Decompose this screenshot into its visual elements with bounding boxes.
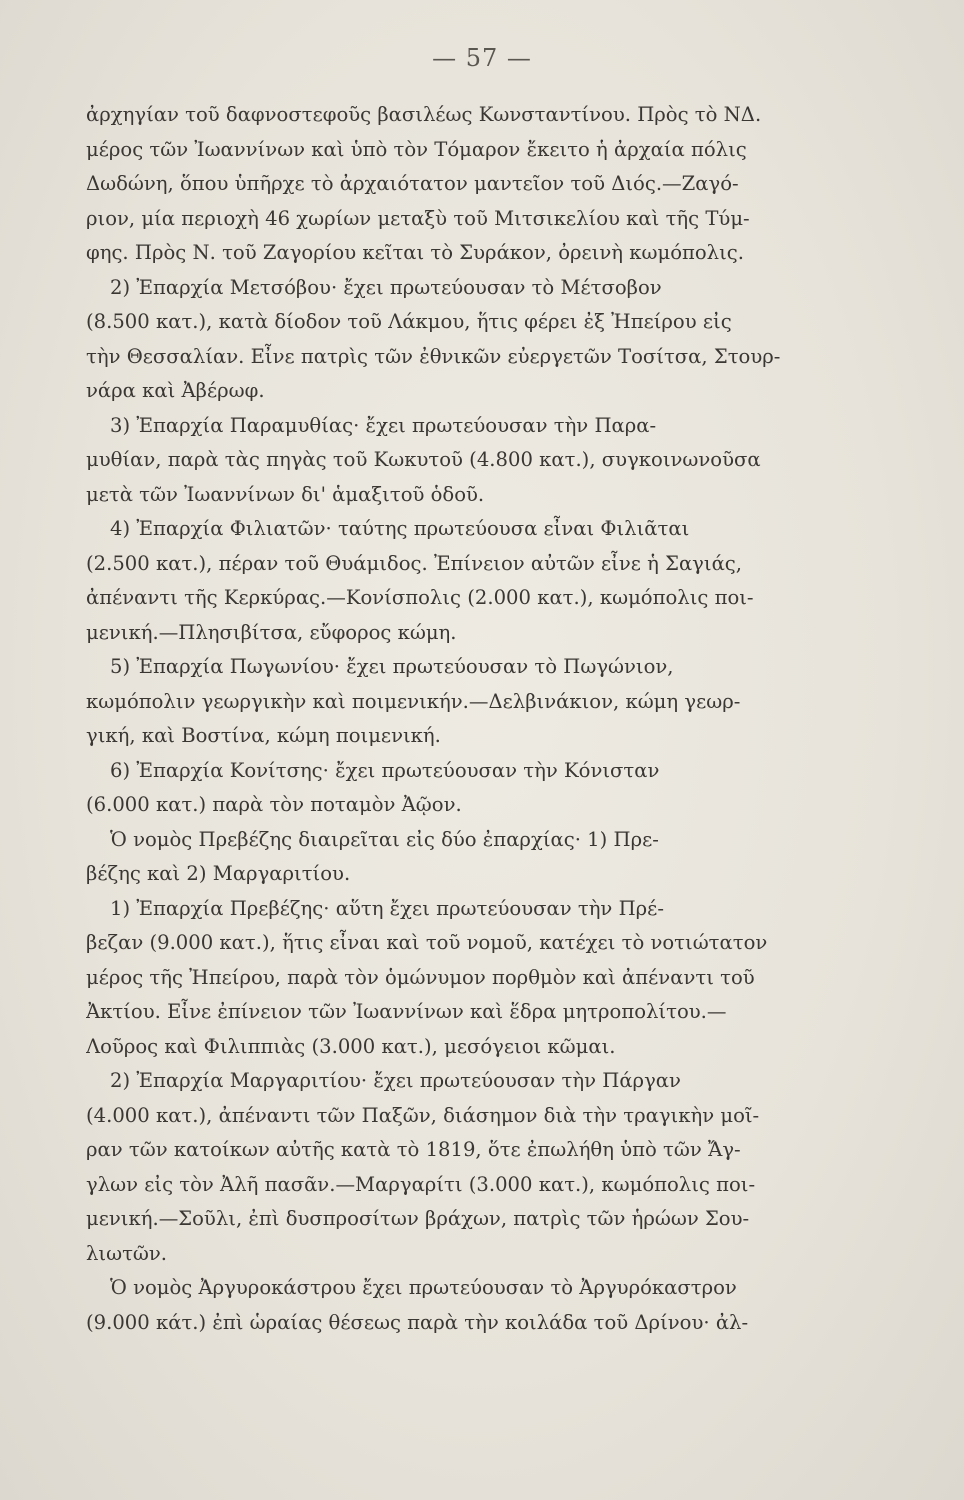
text-line: λιωτῶν. [86, 1241, 168, 1265]
text-line: 4) Ἐπαρχία Φιλιατῶν· ταύτης πρωτεύουσα εἶναι Φιλιᾶται [110, 517, 690, 540]
text-line: μετὰ τῶν Ἰωαννίνων δι' ἁμαξιτοῦ ὁδοῦ. [86, 482, 485, 506]
text-line: Ὁ νομὸς Ἀργυροκάστρου ἔχει πρωτεύουσαν τὸ Ἀργυρόκαστρον [110, 1276, 737, 1299]
text-line: (4.000 κατ.), ἀπέναντι τῶν Παξῶν, διάσημον διὰ τὴν τραγικὴν μοῖ- [86, 1103, 760, 1127]
text-line: Ὁ νομὸς Πρεβέζης διαιρεῖται εἰς δύο ἐπαρχίας· 1) Πρε- [110, 827, 659, 851]
text-line: νάρα καὶ Ἀβέρωφ. [86, 379, 265, 402]
text-line: μέρος τῶν Ἰωαννίνων καὶ ὑπὸ τὸν Τόμαρον ἔκειτο ἡ ἀρχαία πόλις [86, 137, 747, 161]
text-line: 3) Ἐπαρχία Παραμυθίας· ἔχει πρωτεύουσαν τὴν Παρα- [110, 413, 657, 437]
text-line: 5) Ἐπαρχία Πωγωνίου· ἔχει πρωτεύουσαν τὸ Πωγώνιον, [110, 655, 674, 678]
text-line: μενική.—Πλησιβίτσα, εὔφορος κώμη. [86, 620, 457, 644]
text-line: βέζης καὶ 2) Μαργαριτίου. [86, 862, 351, 885]
text-line: γλων εἰς τὸν Ἀλῆ πασᾶν.—Μαργαρίτι (3.000 κατ.), κωμόπολις ποι- [86, 1172, 756, 1196]
text-line: μυθίαν, παρὰ τὰς πηγὰς τοῦ Κωκυτοῦ (4.800 κατ.), συγκοινωνοῦσα [86, 448, 761, 471]
text-line: μέρος τῆς Ἠπείρου, παρὰ τὸν ὁμώνυμον πορθμὸν καὶ ἀπέναντι τοῦ [86, 965, 755, 989]
page-number: — 57 — [432, 44, 532, 72]
text-line: κωμόπολιν γεωργικὴν καὶ ποιμενικήν.—Δελβινάκιον, κώμη γεωρ- [86, 689, 741, 713]
text-line: βεζαν (9.000 κατ.), ἥτις εἶναι καὶ τοῦ νομοῦ, κατέχει τὸ νοτιώτατον [86, 931, 768, 954]
text-line: 2) Ἐπαρχία Μαργαριτίου· ἔχει πρωτεύουσαν τὴν Πάργαν [110, 1069, 681, 1092]
text-line: γική, καὶ Βοστίνα, κώμη ποιμενική. [86, 724, 441, 747]
text-line: (9.000 κάτ.) ἐπὶ ὡραίας θέσεως παρὰ τὴν κοιλάδα τοῦ Δρίνου· ἀλ- [86, 1310, 749, 1334]
text-line: ἀρχηγίαν τοῦ δαφνοστεφοῦς βασιλέως Κωνσταντίνου. Πρὸς τὸ ΝΔ. [86, 103, 762, 126]
text-line: 6) Ἐπαρχία Κονίτσης· ἔχει πρωτεύουσαν τὴν Κόνισταν [110, 758, 660, 782]
text-line: τὴν Θεσσαλίαν. Εἶνε πατρὶς τῶν ἐθνικῶν εὐεργετῶν Τοσίτσα, Στουρ- [86, 344, 781, 368]
text-line: ἀπέναντι τῆς Κερκύρας.—Κονίσπολις (2.000 κατ.), κωμόπολις ποι- [86, 586, 754, 609]
text-line: Δωδώνη, ὅπου ὑπῆρχε τὸ ἀρχαιότατον μαντεῖον τοῦ Διός.—Ζαγό- [86, 172, 739, 195]
text-line: Ἀκτίου. Εἶνε ἐπίνειον τῶν Ἰωαννίνων καὶ ἕδρα μητροπολίτου.— [86, 1000, 727, 1023]
text-line: ραν τῶν κατοίκων αὐτῆς κατὰ τὸ 1819, ὅτε ἐπωλήθη ὑπὸ τῶν Ἄγ- [86, 1138, 741, 1161]
body-text [86, 98, 846, 1340]
text-line: φης. Πρὸς Ν. τοῦ Ζαγορίου κεῖται τὸ Συράκον, ὀρεινὴ κωμόπολις. [86, 241, 744, 264]
text-line: ριον, μία περιοχὴ 46 χωρίων μεταξὺ τοῦ Μιτσικελίου καὶ τῆς Τύμ- [86, 206, 750, 230]
text-line: 1) Ἐπαρχία Πρεβέζης· αὕτη ἔχει πρωτεύουσαν τὴν Πρέ- [110, 896, 664, 920]
text-line: (6.000 κατ.) παρὰ τὸν ποταμὸν Ἀῷον. [86, 793, 462, 816]
text-line: μενική.—Σοῦλι, ἐπὶ δυσπροσίτων βράχων, πατρὶς τῶν ἡρώων Σου- [86, 1207, 750, 1230]
text-line: (8.500 κατ.), κατὰ δίοδον τοῦ Λάκμου, ἥτις φέρει ἐξ Ἠπείρου εἰς [86, 310, 732, 333]
text-line: (2.500 κατ.), πέραν τοῦ Θυάμιδος. Ἐπίνειον αὐτῶν εἶνε ἡ Σαγιάς, [86, 551, 743, 575]
text-line: 2) Ἐπαρχία Μετσόβου· ἔχει πρωτεύουσαν τὸ Μέτσοβον [110, 275, 662, 299]
text-line: Λοῦρος καὶ Φιλιππιὰς (3.000 κατ.), μεσόγειοι κῶμαι. [86, 1034, 616, 1058]
